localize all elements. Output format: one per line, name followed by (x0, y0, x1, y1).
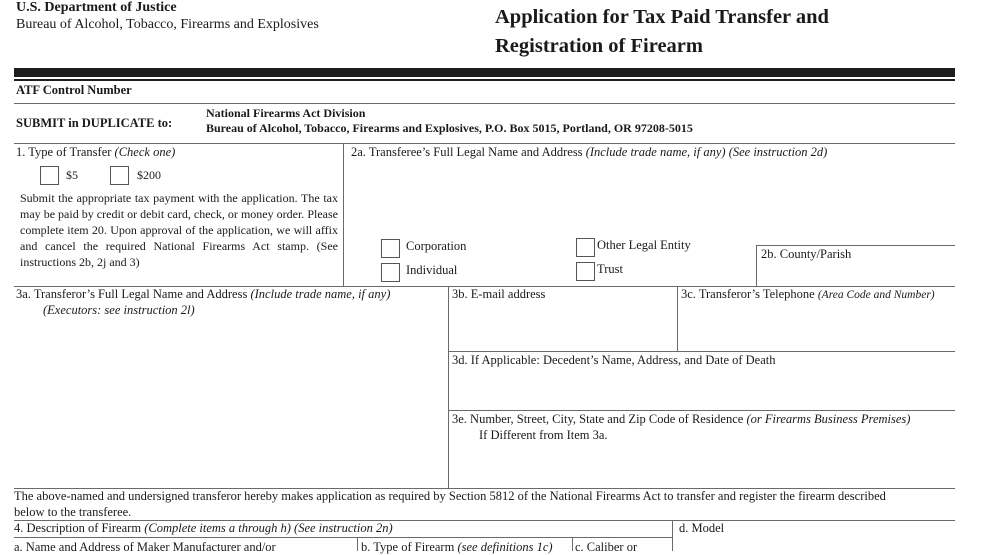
declaration-line1: The above-named and undersigned transferor hereby makes application as required by Section 5812 of the National Firearms Act to transfer and register the firearm described (14, 489, 886, 503)
divider (448, 410, 955, 411)
item2a-label: 2a. Transferee’s Full Legal Name and Address (Include trade name, if any) (See instruction 2d) (351, 145, 828, 159)
divider (756, 245, 757, 286)
trust-checkbox[interactable] (576, 262, 595, 281)
divider (572, 537, 573, 551)
model-field[interactable] (676, 537, 953, 551)
county-parish-field[interactable] (760, 263, 953, 284)
divider (14, 103, 955, 104)
divider (677, 286, 678, 351)
item3a-label: 3a. Transferor’s Full Legal Name and Address (Include trade name, if any) (16, 287, 391, 301)
divider (357, 537, 358, 551)
other-legal-entity-checkbox[interactable] (576, 238, 595, 257)
divider (756, 245, 955, 246)
item3d-label: 3d. If Applicable: Decedent’s Name, Address, and Date of Death (452, 353, 776, 367)
item4-label: 4. Description of Firearm (Complete items a through h) (See instruction 2n) (14, 521, 393, 535)
transferor-telephone-field[interactable] (681, 304, 953, 350)
other-legal-entity-label: Other Legal Entity (597, 238, 691, 252)
control-number-field[interactable] (160, 82, 955, 102)
header-divider-thick (14, 68, 955, 77)
transfer-5-label: $5 (66, 168, 78, 182)
item3e-label: 3e. Number, Street, City, State and Zip Code of Residence (or Firearms Business Premises) (452, 412, 911, 426)
form-title-line1: Application for Tax Paid Transfer and (495, 6, 829, 28)
divider (672, 520, 673, 551)
control-number-label: ATF Control Number (16, 83, 132, 97)
divider (14, 143, 955, 144)
transfer-200-label: $200 (137, 168, 161, 182)
item4d-label: d. Model (679, 521, 725, 535)
divider (14, 537, 672, 538)
corporation-checkbox[interactable] (381, 239, 400, 258)
submit-division: National Firearms Act Division (206, 106, 366, 120)
item3b-label: 3b. E-mail address (452, 287, 546, 301)
email-field[interactable] (452, 304, 674, 350)
individual-label: Individual (406, 263, 458, 277)
divider (448, 351, 955, 352)
item4b-label: b. Type of Firearm (see definitions 1c) (361, 540, 553, 554)
item1-label: 1. Type of Transfer (Check one) (16, 145, 176, 159)
form-title-line2: Registration of Firearm (495, 35, 703, 57)
header-divider-thin (14, 79, 955, 81)
transferee-name-address-field[interactable] (350, 162, 950, 234)
decedent-info-field[interactable] (452, 370, 952, 408)
item1-instructions: Submit the appropriate tax payment with the application. The tax may be paid by credit or debit card, check, or money order. Please complete item 20. Upon approval of the application, we will affix and cancel the required National Firearms Act stamp. (See instructions 2b, 2j and 3) (20, 191, 338, 269)
transferor-name-address-field[interactable] (16, 320, 444, 485)
bureau-name: Bureau of Alcohol, Tobacco, Firearms and Explosives (16, 17, 319, 32)
item4c-label: c. Caliber or (575, 540, 638, 554)
submit-address: Bureau of Alcohol, Tobacco, Firearms and Explosives, P.O. Box 5015, Portland, OR 97208-5015 (206, 121, 693, 135)
item3a-hint: (Executors: see instruction 2l) (43, 303, 195, 317)
individual-checkbox[interactable] (381, 263, 400, 282)
divider (448, 286, 449, 488)
submit-label: SUBMIT in DUPLICATE to: (16, 116, 173, 130)
transfer-5-checkbox[interactable] (40, 166, 59, 185)
transfer-200-checkbox[interactable] (110, 166, 129, 185)
declaration-line2: below to the transferee. (14, 505, 132, 519)
trust-label: Trust (597, 262, 623, 276)
divider (343, 143, 344, 286)
item3c-label: 3c. Transferor’s Telephone (Area Code and Number) (681, 287, 935, 301)
item2b-label: 2b. County/Parish (761, 247, 852, 261)
corporation-label: Corporation (406, 239, 467, 253)
agency-name: U.S. Department of Justice (16, 0, 177, 15)
item3e-line2: If Different from Item 3a. (479, 428, 608, 442)
residence-address-field[interactable] (452, 445, 952, 485)
item4a-label: a. Name and Address of Maker Manufacturer and/or (14, 540, 276, 554)
